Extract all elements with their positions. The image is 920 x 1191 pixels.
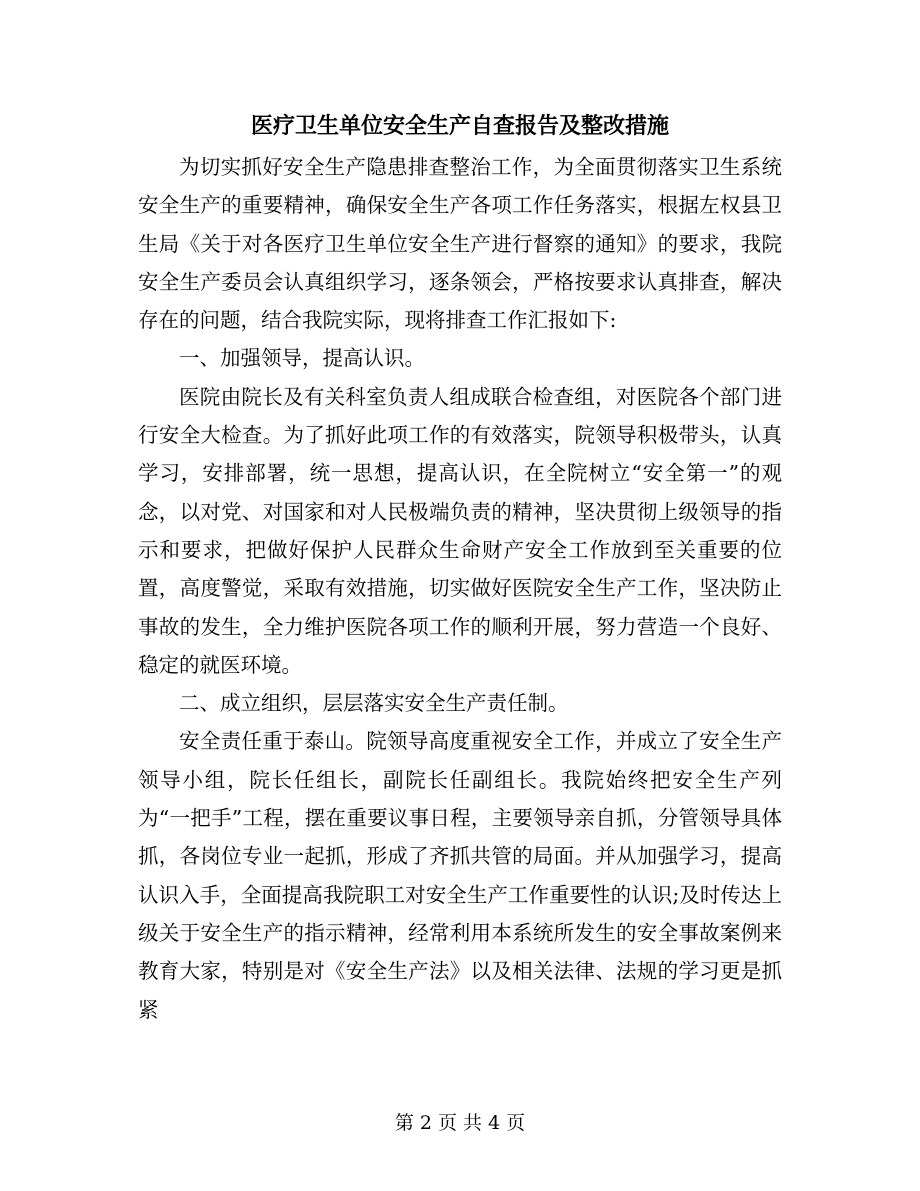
paragraph-section-1: 医院由院长及有关科室负责人组成联合检查组，对医院各个部门进行安全大检查。为了抓好此项工作的有效落实，院领导积极带头，认真学习，安排部署，统一思想，提高认识，在全院树立“安全第一”的观念，以对党、对国家和对人民极端负责的精神，坚决贯彻上级领导的指示和要求，把做好保护人民群众生命财产安全工作放到至关重要的位置，高度警觉，采取有效措施，切实做好医院安全生产工作，坚决防止事故的发生，全力维护医院各项工作的顺利开展，努力营造一个良好、稳定的就医环境。 bbox=[138, 384, 782, 677]
paragraph-intro: 为切实抓好安全生产隐患排查整治工作，为全面贯彻落实卫生系统安全生产的重要精神，确保安全生产各项工作任务落实，根据左权县卫生局《关于对各医疗卫生单位安全生产进行督察的通知》的要求，我院安全生产委员会认真组织学习，逐条领会，严格按要求认真排查，解决存在的问题，结合我院实际，现将排查工作汇报如下: bbox=[138, 155, 782, 333]
section-heading-2: 二、成立组织，层层落实安全生产责任制。 bbox=[179, 691, 569, 716]
page-footer: 第 2 页 共 4 页 bbox=[394, 1112, 526, 1134]
section-heading-1: 一、加强领导，提高认识。 bbox=[179, 346, 425, 371]
paragraph-section-2: 安全责任重于泰山。院领导高度重视安全工作，并成立了安全生产领导小组，院长任组长，副院长任副组长。我院始终把安全生产列为“一把手”工程，摆在重要议事日程，主要领导亲自抓，分管领导具体抓，各岗位专业一起抓，形成了齐抓共管的局面。并从加强学习，提高认识入手，全面提高我院职工对安全生产工作重要性的认识;及时传达上级关于安全生产的指示精神，经常利用本系统所发生的安全事故案例来教育大家，特别是对《安全生产法》以及相关法律、法规的学习更是抓紧 bbox=[138, 729, 782, 1022]
document-title: 医疗卫生单位安全生产自查报告及整改措施 bbox=[250, 113, 669, 139]
document-body bbox=[138, 148, 782, 1029]
